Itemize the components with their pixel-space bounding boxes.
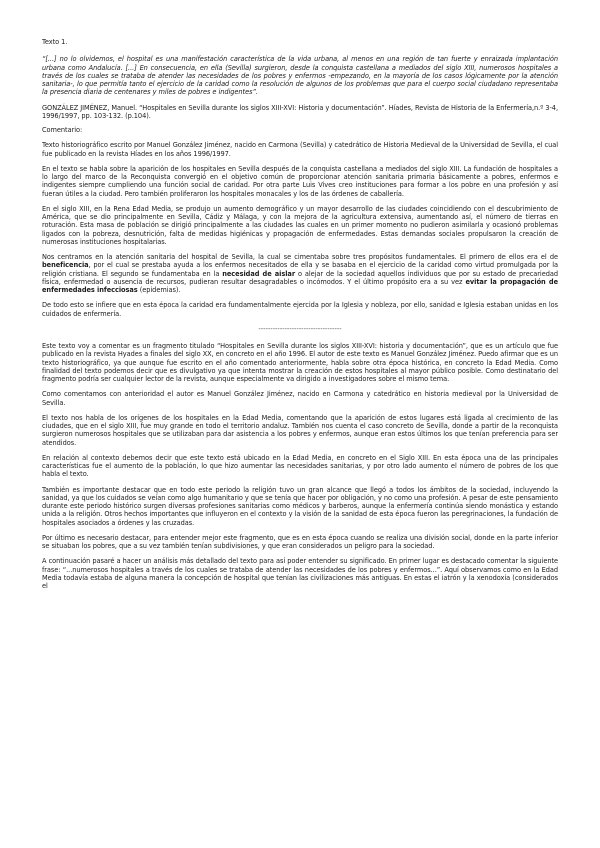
quoted-passage: “[...] no lo olvidemos, el hospital es una manifestación característica de la vida urbana, al menos en una región de tan fuerte y enraizada implantación urbana como Andalucía. [...] En consecuencia, en ella (Sevilla) surgieron, desde la conquista castellana a mediados del siglo XIII, numerosos hospitales a través de los cuales se trataba de atender las necesidades de los pobres y enfermos -empezando, en la mayoría de los casos lógicamente por la atención sanitaria-, lo que permitía tanto el ejercicio de la caridad como la resolución de algunos de los problemas que para el cuerpo social ciudadano representaba la presencia diaria de centenares y miles de pobres e indigentes”. bbox=[42, 55, 558, 97]
bold-term-beneficencia: beneficencia bbox=[42, 261, 89, 270]
bold-term-aislar: necesidad de aislar bbox=[222, 269, 296, 278]
paragraph-1: Texto historiográfico escrito por Manuel González Jiménez, nacido en Carmona (Sevilla) y catedrático de Historia Medieval de la Universidad de Sevilla, el cual fue publicado en la revista Híades en los años 1996/1997. bbox=[42, 141, 558, 158]
paragraph-8: El texto nos habla de los orígenes de los hospitales en la Edad Media, comentando que la aparición de estos lugares está ligada al crecimiento de las ciudades, que en el siglo XIII, fue muy grande en todo el territorio andaluz. También nos cuenta el caso concreto de Sevilla, donde a partir de la reconquista surgieron numerosos hospitales que se utilizaban para dar asistencia a los pobres y enfermos, aunque eran estos últimos los que tenían preferencia para ser atendidos. bbox=[42, 413, 558, 447]
paragraph-5: De todo esto se infiere que en esta época la caridad era fundamentalmente ejercida por la Iglesia y nobleza, por ello, sanidad e Iglesia estaban unidas en los cuidados de enfermería. bbox=[42, 301, 558, 318]
paragraph-11: Por último es necesario destacar, para entender mejor este fragmento, que es en esta época cuando se realiza una división social, donde en la parte inferior se situaban los pobres, que a su vez también tenían subdivisiones, y que eran considerados un peligro para la sociedad. bbox=[42, 533, 558, 550]
paragraph-12: A continuación pasaré a hacer un análisis más detallado del texto para así poder entender su significado. En primer lugar es destacado comentar la siguiente frase: “...numerosos hospitales a través de los cuales se trataba de atender las necesidades de los pobres y enfermos...”. Aquí observamos como en la Edad Media todavía estaba de alguna manera la concepción de hospital que tenían las civilizaciones más antiguas. En estas el iatrón y la xenodoxia (considerados el bbox=[42, 557, 558, 590]
paragraph-3: En el siglo XIII, en la Rena Edad Media, se produjo un aumento demográfico y un mayor desarrollo de las ciudades coincidiendo con el descubrimiento de América, que se dio principalmente en Sevilla, Cádiz y Málaga, y con la mejora de la agricultura extensiva, aumentando así, el número de tierras en roturación. Esta masa de población se dirigió principalmente a las ciudades las cuales en un primer momento no pudieron asimilarla y ocasionó problemas ligados con la pobreza, desnutrición, falta de medidas higiénicas y propagación de enfermedades. Estas demandas sociales propulsaron la creación de numerosas instituciones hospitalarias. bbox=[42, 204, 558, 246]
paragraph-10: También es importante destacar que en todo este periodo la religión tuvo un gran alcance que llegó a todos los ámbitos de la sociedad, incluyendo la sanidad, ya que los cuidados se veían como algo humanitario y que se tenía que hacer por obligación, y no como una profesión. A pesar de este pensamiento durante este periodo histórico surgen diversas profesiones sanitarias como médicos y barberos, aunque la enfermería continúa siendo monástica y estando unida a la religión. Otros hechos importantes que influyeron en el contexto y la visión de la sanidad de esta época fueron las peregrinaciones, la fundación de hospitales asociados a órdenes y las cruzadas. bbox=[42, 485, 558, 527]
section-separator: ----------------------------------- bbox=[258, 324, 342, 333]
paragraph-4 bbox=[42, 253, 558, 294]
document-title: Texto 1. bbox=[42, 38, 68, 46]
paragraph-2: En el texto se habla sobre la aparición de los hospitales en Sevilla después de la conquista castellana a mediados del siglo XIII. La fundación de hospitales a lo largo del marco de la Reconquista convergió en el objetivo común de proporcionar atención sanitaria primaria básicamente a pobres, enfermos e indigentes siempre cumpliendo una función social de caridad. Por otra parte Luis Vives creo instituciones para formar a los pobre en una profesión y así fueran útiles a la ciudad. Pero también proliferaron los hospitales monacales y los de las órdenes de caballería. bbox=[42, 164, 558, 198]
document-page bbox=[42, 38, 558, 597]
citation: GONZÁLEZ JIMÉNEZ, Manuel. “Hospitales en Sevilla durante los siglos XIII-XVI: Historia y documentación”. Híades, Revista de Historia de la Enfermería,n.º 3-4, 1996/1997, pp. 103-132. (p.104). bbox=[42, 103, 558, 120]
bold-term-infecciosas: evitar la propagación de enfermedades infecciosas bbox=[42, 277, 558, 294]
paragraph-4-text: (epidemias). bbox=[137, 286, 181, 294]
paragraph-7: Como comentamos con anterioridad el autor es Manuel González Jiménez, nacido en Carmona y catedrático en historia medieval por la Universidad de Sevilla. bbox=[42, 390, 558, 407]
paragraph-9: En relación al contexto debemos decir que este texto está ubicado en la Edad Media, en concreto en el Siglo XIII. En esta época una de las principales características fue el aumento de la población, lo que hizo aumentar las necesidades sanitarias, y por otro lado aumento el número de pobres de los que habla el texto. bbox=[42, 453, 558, 479]
paragraph-4-text: , por el cual se prestaba ayuda a los enfermos necesitados de ella y se basaba en el ejercicio de la caridad como virtud promulgada por la religión cristiana. El segundo se fundamentaba en la bbox=[42, 261, 558, 278]
paragraph-4-text: Nos centramos en la atención sanitaria del hospital de Sevilla, la cual se cimentaba sobre tres propósitos fundamentales. El primero de ellos era el de bbox=[42, 253, 558, 261]
paragraph-6: Este texto voy a comentar es un fragmento titulado “Hospitales en Sevilla durante los siglos XIII-XVI: historia y documentación”, que es un artículo que fue publicado en la revista Hyades a finales del siglo XX, en concreto en el año 1996. El autor de este texto es Manuel González Jiménez. Puedo afirmar que es un texto historiográfico, ya que aunque fue escrito en el año comentado anteriormente, habla sobre otra época histórica, en concreto la Edad Media. Como finalidad del texto podemos decir que es divulgativo ya que intenta mostrar la creación de estos hospitales al mayor público posible. Como destinatario del fragmento podría ser cualquier lector de la revista, aunque especialmente va dirigido a investigadores sobre el mismo tema. bbox=[42, 342, 558, 383]
comment-label: Comentario: bbox=[42, 126, 83, 134]
paragraph-4-text: o alejar de la sociedad aquellos individuos que por su estado de precariedad física, enfermedad o ausencia de recursos, pudieran resultar desagradables o incómodos. Y el último propósito era a su vez bbox=[42, 269, 558, 286]
